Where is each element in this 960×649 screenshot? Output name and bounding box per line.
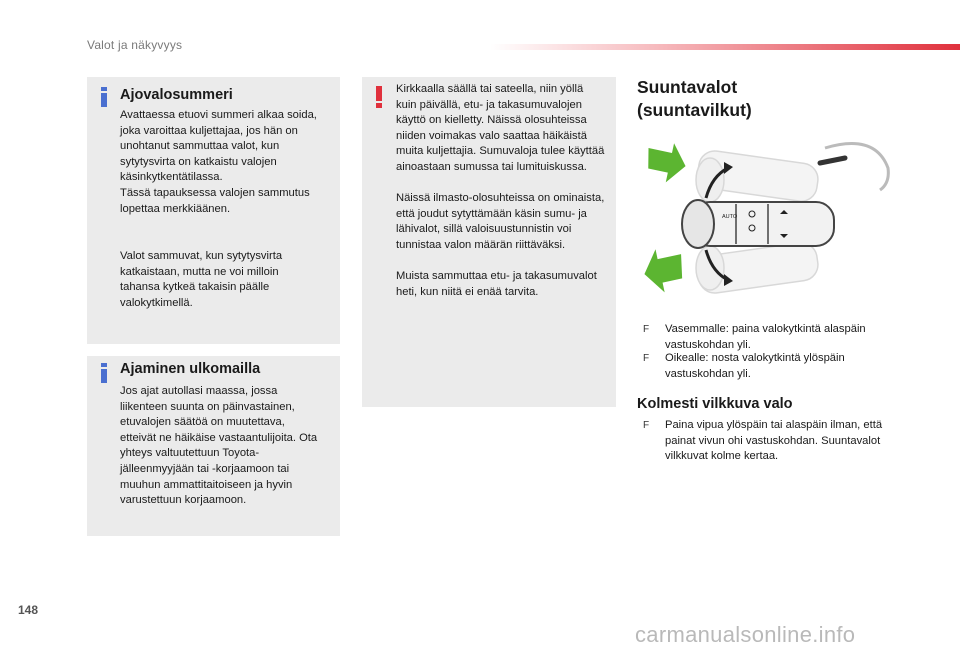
left-arrow-icon bbox=[640, 244, 688, 295]
info-panel-ulkomailla bbox=[87, 356, 340, 536]
list-item bbox=[643, 418, 903, 466]
panel-paragraph: Valot sammuvat, kun sytytysvirta katkaistaan, mutta ne voi milloin tahansa kytkeä takaisin päälle valokytkimellä. bbox=[120, 250, 283, 309]
watermark: carmanualsonline.info bbox=[635, 622, 856, 647]
list-item-text: Oikealle: nosta valokytkintä ylöspäin vastuskohdan yli. bbox=[665, 352, 845, 380]
section-title-line: Suuntavalot bbox=[637, 77, 738, 97]
stalk-illustration bbox=[640, 138, 900, 304]
panel-paragraph: Jos ajat autollasi maassa, jossa liikenteen suunta on päinvastainen, etuvalojen säätöä on muutettava, etteivät ne häikäise vastaantulijoita. Ota yhteys valtuutettuun Toyota-jälleenmyyjään tai -korjaamoon tai muuhun ammattitaitoiseen ja hyvin varustettuun korjaamoon. bbox=[120, 385, 318, 507]
list-item bbox=[643, 351, 903, 383]
panel-paragraph: Muista sammuttaa etu- ja takasumuvalot heti, kun niitä ei enää tarvita. bbox=[396, 270, 597, 298]
info-panel-ajovalosummeri bbox=[87, 77, 340, 344]
page-number: 148 bbox=[18, 603, 39, 617]
warning-icon bbox=[376, 86, 382, 108]
info-icon bbox=[101, 87, 107, 107]
list-item-text: Vasemmalle: paina valokytkintä alaspäin vastuskohdan yli. bbox=[665, 323, 866, 351]
subsection-title: Kolmesti vilkkuva valo bbox=[637, 396, 793, 412]
info-icon bbox=[101, 363, 107, 383]
bullet-icon: F bbox=[643, 324, 650, 335]
warning-panel-fog-lights bbox=[362, 77, 616, 407]
panel-paragraph: Avattaessa etuovi summeri alkaa soida, joka varoittaa kuljettajaa, jos hän on unohtanut sammuttaa valot, kun sytytysvirta on katkaistu valojen käsinkytkentätilassa. bbox=[120, 109, 317, 184]
panel-paragraph: Kirkkaalla säällä tai sateella, niin yöllä kuin päivällä, etu- ja takasumuvalojen käyttö on kielletty. Näissä olosuhteissa niiden voimakas valo saattaa häikäistä muita kuljettajia. Sumuvaloja tulee käyttää ainoastaan sumussa tai lumituiskussa. bbox=[396, 83, 605, 173]
right-arrow-icon bbox=[642, 138, 689, 185]
section-header: Valot ja näkyvyys bbox=[87, 38, 183, 52]
list-item-text: Paina vipua ylöspäin tai alaspäin ilman, että painat vivun ohi vastuskohdan. Suuntavalot vilkkuvat kolme kertaa. bbox=[665, 419, 883, 463]
list-item bbox=[643, 322, 903, 354]
panel-paragraph: Tässä tapauksessa valojen sammutus lopettaa merkkiäänen. bbox=[120, 187, 310, 215]
panel-title: Ajovalosummeri bbox=[120, 87, 233, 103]
bullet-icon: F bbox=[643, 353, 650, 364]
auto-label: AUTO bbox=[722, 214, 738, 220]
panel-title: Ajaminen ulkomailla bbox=[120, 361, 261, 377]
section-title-line: (suuntavilkut) bbox=[637, 100, 752, 120]
bullet-icon: F bbox=[643, 420, 650, 431]
panel-paragraph: Näissä ilmasto-olosuhteissa on ominaista, että joudut sytyttämään käsin sumu- ja lähivalot, sillä valoisuustunnistin voi tunnistaa valon määrän riittäväksi. bbox=[396, 192, 605, 251]
header-accent-bar bbox=[490, 44, 960, 50]
section-title-suuntavalot bbox=[637, 76, 752, 122]
